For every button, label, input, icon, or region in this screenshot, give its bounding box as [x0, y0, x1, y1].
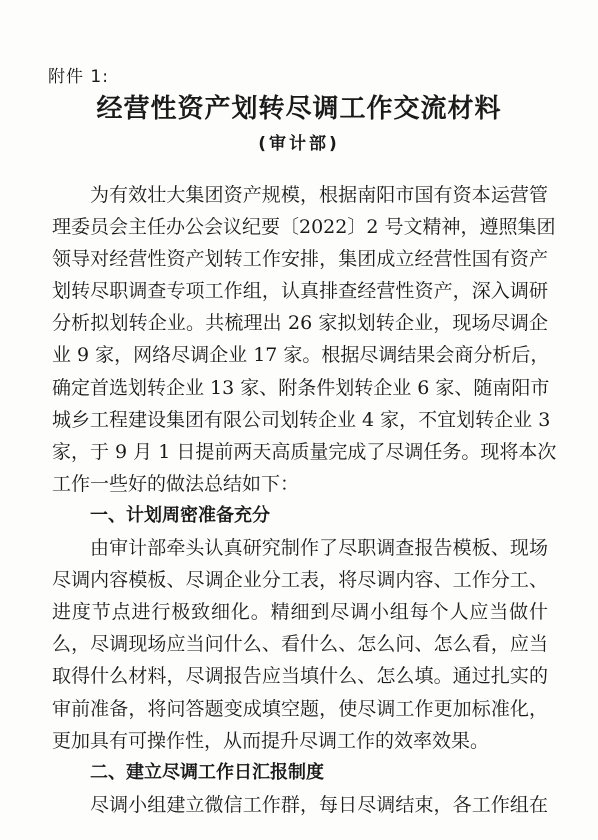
paragraph-line: 审前准备，将问答题变成填空题，使尽调工作更加标准化， [52, 697, 548, 720]
attachment-label: 附件 1: [48, 67, 109, 87]
paragraph-line: 尽调内容模板、尽调企业分工表，将尽调内容、工作分工、 [52, 569, 548, 592]
paragraph-line: 城乡工程建设集团有限公司划转企业 4 家，不宜划转企业 3 [52, 408, 551, 431]
section-heading: 二、建立尽调工作日汇报制度 [90, 761, 324, 783]
paragraph-line: 领导对经营性资产划转工作安排，集团成立经营性国有资产 [52, 248, 548, 271]
paragraph-line: 么，尽调现场应当问什么、看什么、怎么问、怎么看，应当 [52, 633, 548, 656]
paragraph-line: 由审计部牵头认真研究制作了尽职调查报告模板、现场 [90, 537, 548, 560]
paragraph-line: 分析拟划转企业。共梳理出 26 家拟划转企业，现场尽调企 [52, 312, 548, 335]
paragraph-line: 确定首选划转企业 13 家、附条件划转企业 6 家、随南阳市 [52, 376, 550, 399]
paragraph-line: 家，于 9 月 1 日提前两天高质量完成了尽调任务。现将本次 [52, 440, 557, 463]
department-label: (审计部) [258, 134, 340, 154]
document-body [52, 179, 557, 821]
paragraph-line: 工作一些好的做法总结如下： [52, 472, 300, 495]
paragraph-line: 尽调小组建立微信工作群，每日尽调结束，各工作组在 [90, 793, 548, 816]
paragraph-line: 划转尽职调查专项工作组，认真排查经营性资产，深入调研 [52, 280, 548, 303]
paragraph-line: 进度节点进行极致细化。精细到尽调小组每个人应当做什 [52, 601, 548, 624]
paragraph-line: 更加具有可操作性，从而提升尽调工作的效率效果。 [52, 729, 490, 752]
section-heading: 一、计划周密准备充分 [90, 504, 270, 526]
document-title: 经营性资产划转尽调工作交流材料 [96, 94, 502, 124]
paragraph-line: 业 9 家，网络尽调企业 17 家。根据尽调结果会商分析后， [52, 344, 550, 367]
paragraph-line: 为有效壮大集团资产规模，根据南阳市国有资本运营管 [90, 184, 548, 206]
paragraph-line: 理委员会主任办公会议纪要〔2022〕2 号文精神，遵照集团 [52, 216, 556, 239]
paragraph-line: 取得什么材料，尽调报告应当填什么、怎么填。通过扎实的 [52, 665, 548, 688]
